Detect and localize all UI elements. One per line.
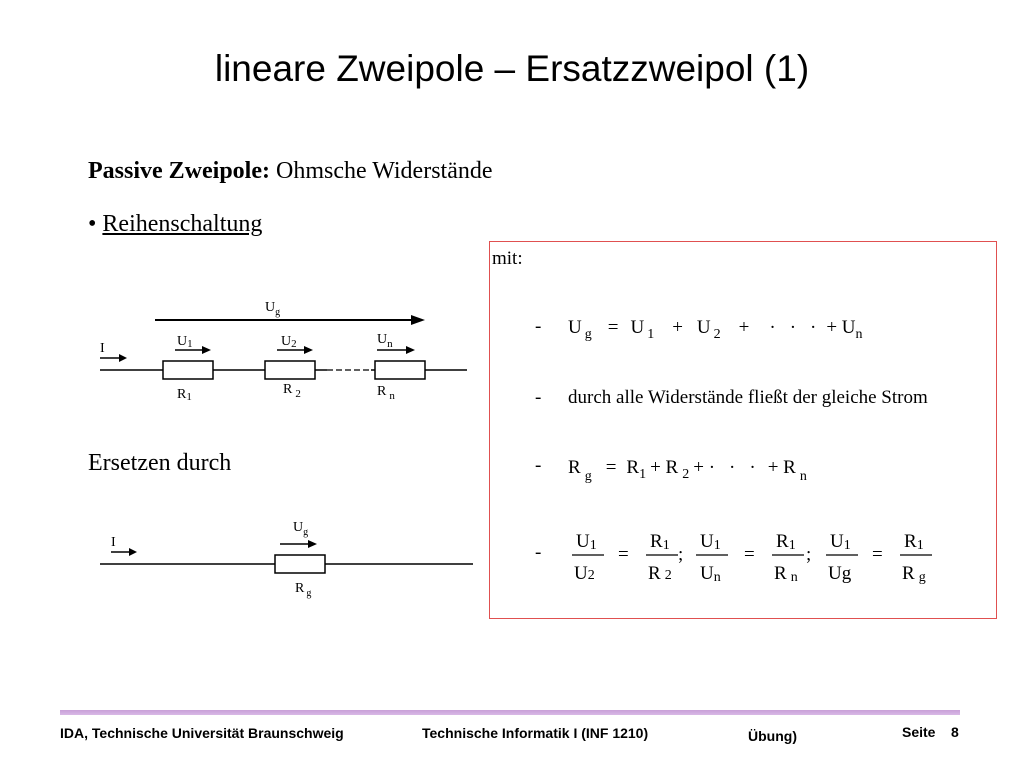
svg-text:=: = — [618, 544, 629, 565]
svg-text:R2: R 2 — [648, 563, 672, 584]
bullet-label: Reihenschaltung — [102, 211, 263, 237]
svg-text:R1: R1 — [650, 531, 670, 553]
resistor-r1 — [163, 361, 213, 379]
equivalent-circuit-diagram — [95, 515, 480, 600]
formula-rg-sum — [560, 448, 920, 484]
ug-arrow-head — [411, 315, 425, 325]
svg-text:U1: U1 — [700, 531, 721, 553]
current-label: I — [100, 341, 105, 356]
svg-text:Ug=U1+U2+···+ Un: U $_g$ = U $_1$ + U $_2$ + · · · + $U_n$ — [568, 317, 863, 342]
equation-ratios: - — [535, 542, 542, 563]
un-label: $U_n$ — [377, 332, 393, 350]
resistor-r2 — [265, 361, 315, 379]
bullet-mark: • — [88, 211, 97, 237]
svg-text:Ug: Ug — [828, 563, 852, 584]
un-arrow — [406, 346, 415, 354]
svg-text:Rg: R g — [902, 563, 926, 585]
equation-current: - — [535, 387, 542, 408]
current-arrow-head-2 — [129, 548, 137, 556]
r2-label: R $_2$ — [283, 382, 301, 400]
resistor-rg — [275, 555, 325, 573]
resistor-rn — [375, 361, 425, 379]
svg-text:U1: U1 — [830, 531, 851, 553]
svg-text:U2: U2 — [574, 563, 595, 584]
footer-page-number: 8 — [951, 724, 959, 740]
footer-uebung: Übung) — [748, 728, 797, 744]
svg-text:R1: R1 — [776, 531, 796, 553]
replace-label: Ersetzen durch — [88, 450, 232, 476]
svg-text:R1: R1 — [904, 531, 924, 553]
svg-text:=: = — [744, 544, 755, 565]
current-arrow-head — [119, 354, 127, 362]
equation-resistance-sum: - — [535, 455, 542, 476]
slide-title: lineare Zweipole – Ersatzzweipol (1) — [214, 48, 810, 89]
svg-text:;: ; — [678, 544, 684, 565]
svg-text:Rg=R1+ R2+ ···+ Rn: R $_g = R_1 + R$ $_2$ + · · · + R $_n$ — [568, 457, 807, 484]
rn-label: R $_n$ — [377, 384, 395, 402]
footer-page-label: Seite — [902, 724, 936, 740]
ug-label-2: $U_g$ — [293, 520, 309, 538]
ug-arrow-2 — [308, 540, 317, 548]
footer-institution: IDA, Technische Universität Braunschweig — [60, 725, 344, 741]
bullet-reihenschaltung — [88, 211, 262, 238]
series-circuit-diagram — [95, 295, 475, 410]
r1-label: R1 — [177, 387, 192, 403]
u2-arrow — [304, 346, 313, 354]
current-label-2: I — [111, 535, 116, 550]
svg-text:Rn: R n — [774, 563, 798, 585]
svg-text:Un: Un — [700, 563, 721, 585]
ug-label: $U_g$ — [265, 300, 281, 318]
heading-rest: Ohmsche Widerstände — [269, 158, 493, 184]
svg-text:;: ; — [806, 544, 812, 565]
heading-bold: Passive Zweipole: — [88, 158, 270, 184]
svg-text:U1: U1 — [576, 531, 597, 553]
u2-label: U2 — [281, 334, 297, 350]
section-heading — [88, 158, 493, 185]
same-current-text: durch alle Widerstände fließt der gleiche Strom — [568, 387, 928, 408]
svg-text:=: = — [872, 544, 883, 565]
u1-label: U1 — [177, 334, 193, 350]
box-mit-label: mit: — [492, 248, 523, 269]
footer-bar — [60, 710, 960, 715]
formula-ug-sum — [560, 308, 920, 344]
formula-ratios — [560, 522, 940, 592]
equation-voltage-sum: - — [535, 316, 542, 337]
footer-course: Technische Informatik I (INF 1210) — [422, 725, 649, 741]
u1-arrow — [202, 346, 211, 354]
rg-label: R $_g$ — [295, 581, 312, 599]
